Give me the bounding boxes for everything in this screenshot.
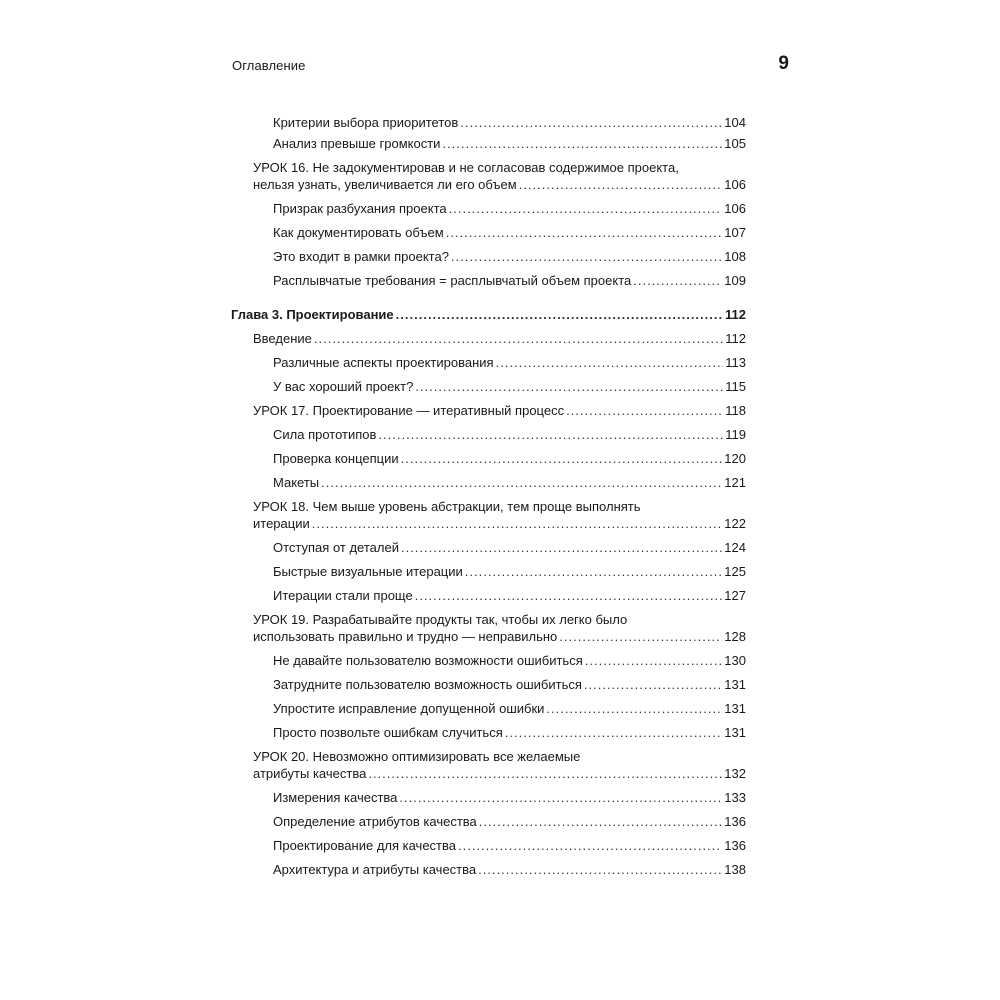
toc-entry-page: 118 xyxy=(725,403,746,418)
dot-leader xyxy=(505,724,723,741)
toc-entry-page: 106 xyxy=(724,201,746,216)
dot-leader xyxy=(396,306,723,323)
toc-entry-title: Проектирование для качества xyxy=(273,838,457,853)
toc-entry xyxy=(231,306,746,323)
dot-leader xyxy=(314,330,723,347)
dot-leader xyxy=(449,200,723,217)
toc-entry-title: Итерации стали проще xyxy=(273,588,413,603)
toc-entry-page: 121 xyxy=(724,475,746,490)
toc-entry xyxy=(253,159,746,193)
toc-entry-title: Быстрые визуальные итерации xyxy=(273,564,463,579)
dot-leader xyxy=(321,474,722,491)
toc-entry xyxy=(273,652,746,669)
toc-entry xyxy=(273,272,746,289)
table-of-contents xyxy=(231,114,746,878)
running-header-section: Оглавление xyxy=(232,58,306,73)
toc-entry-title: нельзя узнать, увеличивается ли его объем xyxy=(253,177,517,192)
dot-leader xyxy=(585,652,723,669)
toc-entry xyxy=(253,611,746,645)
toc-entry xyxy=(253,748,746,782)
toc-entry xyxy=(273,354,746,371)
toc-entry-title: атрибуты качества xyxy=(253,766,367,781)
toc-entry xyxy=(273,248,746,265)
toc-entry-page: 122 xyxy=(724,516,746,531)
toc-entry-page: 106 xyxy=(724,177,746,192)
toc-entry-title: Это входит в рамки проекта? xyxy=(273,249,449,264)
toc-entry-page: 105 xyxy=(724,136,746,151)
toc-entry-page: 127 xyxy=(724,588,746,603)
toc-entry xyxy=(273,700,746,717)
toc-entry xyxy=(273,837,746,854)
toc-entry xyxy=(273,378,746,395)
toc-entry-page: 113 xyxy=(725,355,746,370)
dot-leader xyxy=(451,248,722,265)
dot-leader xyxy=(312,515,723,532)
toc-entry-title: Не давайте пользователю возможности ошибиться xyxy=(273,653,583,668)
dot-leader xyxy=(478,861,722,878)
toc-entry-page: 131 xyxy=(724,725,746,740)
toc-entry-title: Затрудните пользователю возможность ошибиться xyxy=(273,677,582,692)
toc-entry-title: Макеты xyxy=(273,475,320,490)
dot-leader xyxy=(479,813,723,830)
dot-leader xyxy=(465,563,723,580)
dot-leader xyxy=(378,426,723,443)
toc-entry-page: 107 xyxy=(724,225,746,240)
toc-entry-page: 128 xyxy=(724,629,746,644)
toc-entry-title: Упростите исправление допущенной ошибки xyxy=(273,701,545,716)
toc-entry xyxy=(273,135,746,152)
toc-entry-title: УРОК 17. Проектирование — итеративный процесс xyxy=(253,403,565,418)
toc-entry xyxy=(273,224,746,241)
toc-entry-title: Различные аспекты проектирования xyxy=(273,355,494,370)
dot-leader xyxy=(496,354,724,371)
toc-entry-page: 131 xyxy=(724,677,746,692)
dot-leader xyxy=(446,224,723,241)
dot-leader xyxy=(633,272,722,289)
toc-entry-page: 124 xyxy=(724,540,746,555)
toc-entry-page: 131 xyxy=(724,701,746,716)
toc-entry xyxy=(273,861,746,878)
toc-entry-page: 136 xyxy=(724,838,746,853)
toc-entry-title-line: УРОК 18. Чем выше уровень абстракции, тем проще выполнять xyxy=(253,499,641,514)
toc-entry-page: 130 xyxy=(724,653,746,668)
dot-leader xyxy=(458,837,722,854)
toc-entry-title: Просто позвольте ошибкам случиться xyxy=(273,725,503,740)
toc-entry xyxy=(273,114,746,131)
toc-entry-page: 120 xyxy=(724,451,746,466)
dot-leader xyxy=(401,450,723,467)
dot-leader xyxy=(559,628,722,645)
toc-entry-page: 138 xyxy=(724,862,746,877)
toc-entry xyxy=(273,539,746,556)
toc-entry-title-line: УРОК 20. Невозможно оптимизировать все желаемые xyxy=(253,749,581,764)
dot-leader xyxy=(584,676,722,693)
toc-entry-title: итерации xyxy=(253,516,310,531)
toc-entry xyxy=(273,813,746,830)
toc-entry-title-line: УРОК 16. Не задокументировав и не согласовав содержимое проекта, xyxy=(253,160,679,175)
toc-entry-title: Проверка концепции xyxy=(273,451,399,466)
toc-entry-title: Анализ превыше громкости xyxy=(273,136,441,151)
toc-entry xyxy=(273,450,746,467)
toc-entry xyxy=(253,330,746,347)
toc-entry-title: Измерения качества xyxy=(273,790,398,805)
toc-entry-title: Расплывчатые требования = расплывчатый объем проекта xyxy=(273,273,632,288)
toc-entry-page: 133 xyxy=(724,790,746,805)
toc-entry-title-line: УРОК 19. Разрабатывайте продукты так, чтобы их легко было xyxy=(253,612,628,627)
toc-entry xyxy=(273,724,746,741)
page-number: 9 xyxy=(778,53,789,74)
toc-entry-title: Сила прототипов xyxy=(273,427,377,442)
toc-entry-page: 108 xyxy=(724,249,746,264)
toc-entry xyxy=(253,498,746,532)
dot-leader xyxy=(415,378,723,395)
toc-entry-title: Отступая от деталей xyxy=(273,540,399,555)
dot-leader xyxy=(442,135,722,152)
dot-leader xyxy=(401,539,722,556)
toc-entry-page: 119 xyxy=(725,427,746,442)
toc-entry-page: 132 xyxy=(724,766,746,781)
toc-entry-title: Архитектура и атрибуты качества xyxy=(273,862,477,877)
toc-entry xyxy=(273,789,746,806)
toc-entry-page: 125 xyxy=(724,564,746,579)
dot-leader xyxy=(415,587,723,604)
toc-entry-page: 115 xyxy=(725,379,746,394)
toc-entry xyxy=(273,200,746,217)
toc-entry xyxy=(273,676,746,693)
toc-entry-page: 112 xyxy=(725,331,746,346)
toc-entry-page: 136 xyxy=(724,814,746,829)
toc-entry xyxy=(273,563,746,580)
toc-entry-title: использовать правильно и трудно — неправильно xyxy=(253,629,558,644)
toc-entry-title: Критерии выбора приоритетов xyxy=(273,115,459,130)
toc-entry xyxy=(273,426,746,443)
toc-entry-title: Глава 3. Проектирование xyxy=(231,307,394,322)
toc-entry-page: 112 xyxy=(725,307,746,322)
dot-leader xyxy=(519,176,723,193)
dot-leader xyxy=(566,402,723,419)
toc-entry-title: Введение xyxy=(253,331,312,346)
dot-leader xyxy=(399,789,722,806)
dot-leader xyxy=(460,114,722,131)
toc-entry-title: Определение атрибутов качества xyxy=(273,814,477,829)
toc-entry-page: 104 xyxy=(724,115,746,130)
toc-entry-title: Призрак разбухания проекта xyxy=(273,201,447,216)
toc-entry-title: У вас хороший проект? xyxy=(273,379,414,394)
dot-leader xyxy=(368,765,722,782)
toc-entry xyxy=(273,587,746,604)
toc-entry xyxy=(273,474,746,491)
dot-leader xyxy=(546,700,722,717)
toc-entry-title: Как документировать объем xyxy=(273,225,444,240)
toc-entry-page: 109 xyxy=(724,273,746,288)
toc-entry xyxy=(253,402,746,419)
